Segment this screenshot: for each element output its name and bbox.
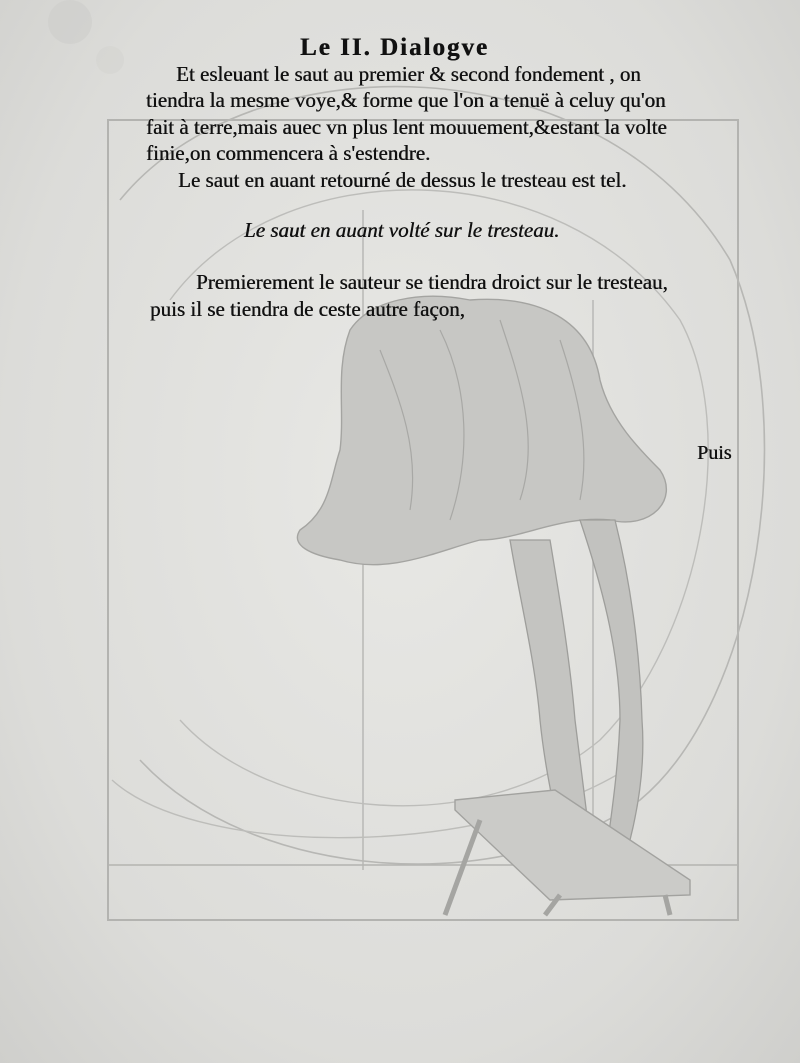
- running-head: Le II. Dialogve: [300, 34, 490, 61]
- paragraph-1-line-3: fait à terre,mais auec vn plus lent mouuement,&estant la volte: [146, 115, 667, 139]
- paragraph-3-line-1: Premierement le sauteur se tiendra droict sur le tresteau,: [196, 270, 668, 294]
- paragraph-2: Le saut en auant retourné de dessus le tresteau est tel.: [178, 168, 627, 192]
- trestle-top: [455, 790, 690, 900]
- section-subheading: Le saut en auant volté sur le tresteau.: [244, 218, 560, 242]
- paragraph-1-line-2: tiendra la mesme voye,& forme que l'on a tenuë à celuy qu'on: [146, 88, 666, 112]
- paper-stain-small: [96, 46, 124, 74]
- trestle-leg-front: [445, 820, 480, 915]
- paragraph-3-line-2: puis il se tiendra de ceste autre façon,: [150, 297, 465, 321]
- trestle-leg-right: [665, 895, 670, 915]
- paper-stain: [48, 0, 92, 44]
- figure-right-leg: [580, 520, 643, 840]
- catchword: Puis: [697, 442, 732, 464]
- paragraph-1-line-1: Et esleuant le saut au premier & second fondement , on: [176, 62, 641, 86]
- paragraph-1-line-4: finie,on commencera à s'estendre.: [146, 141, 431, 165]
